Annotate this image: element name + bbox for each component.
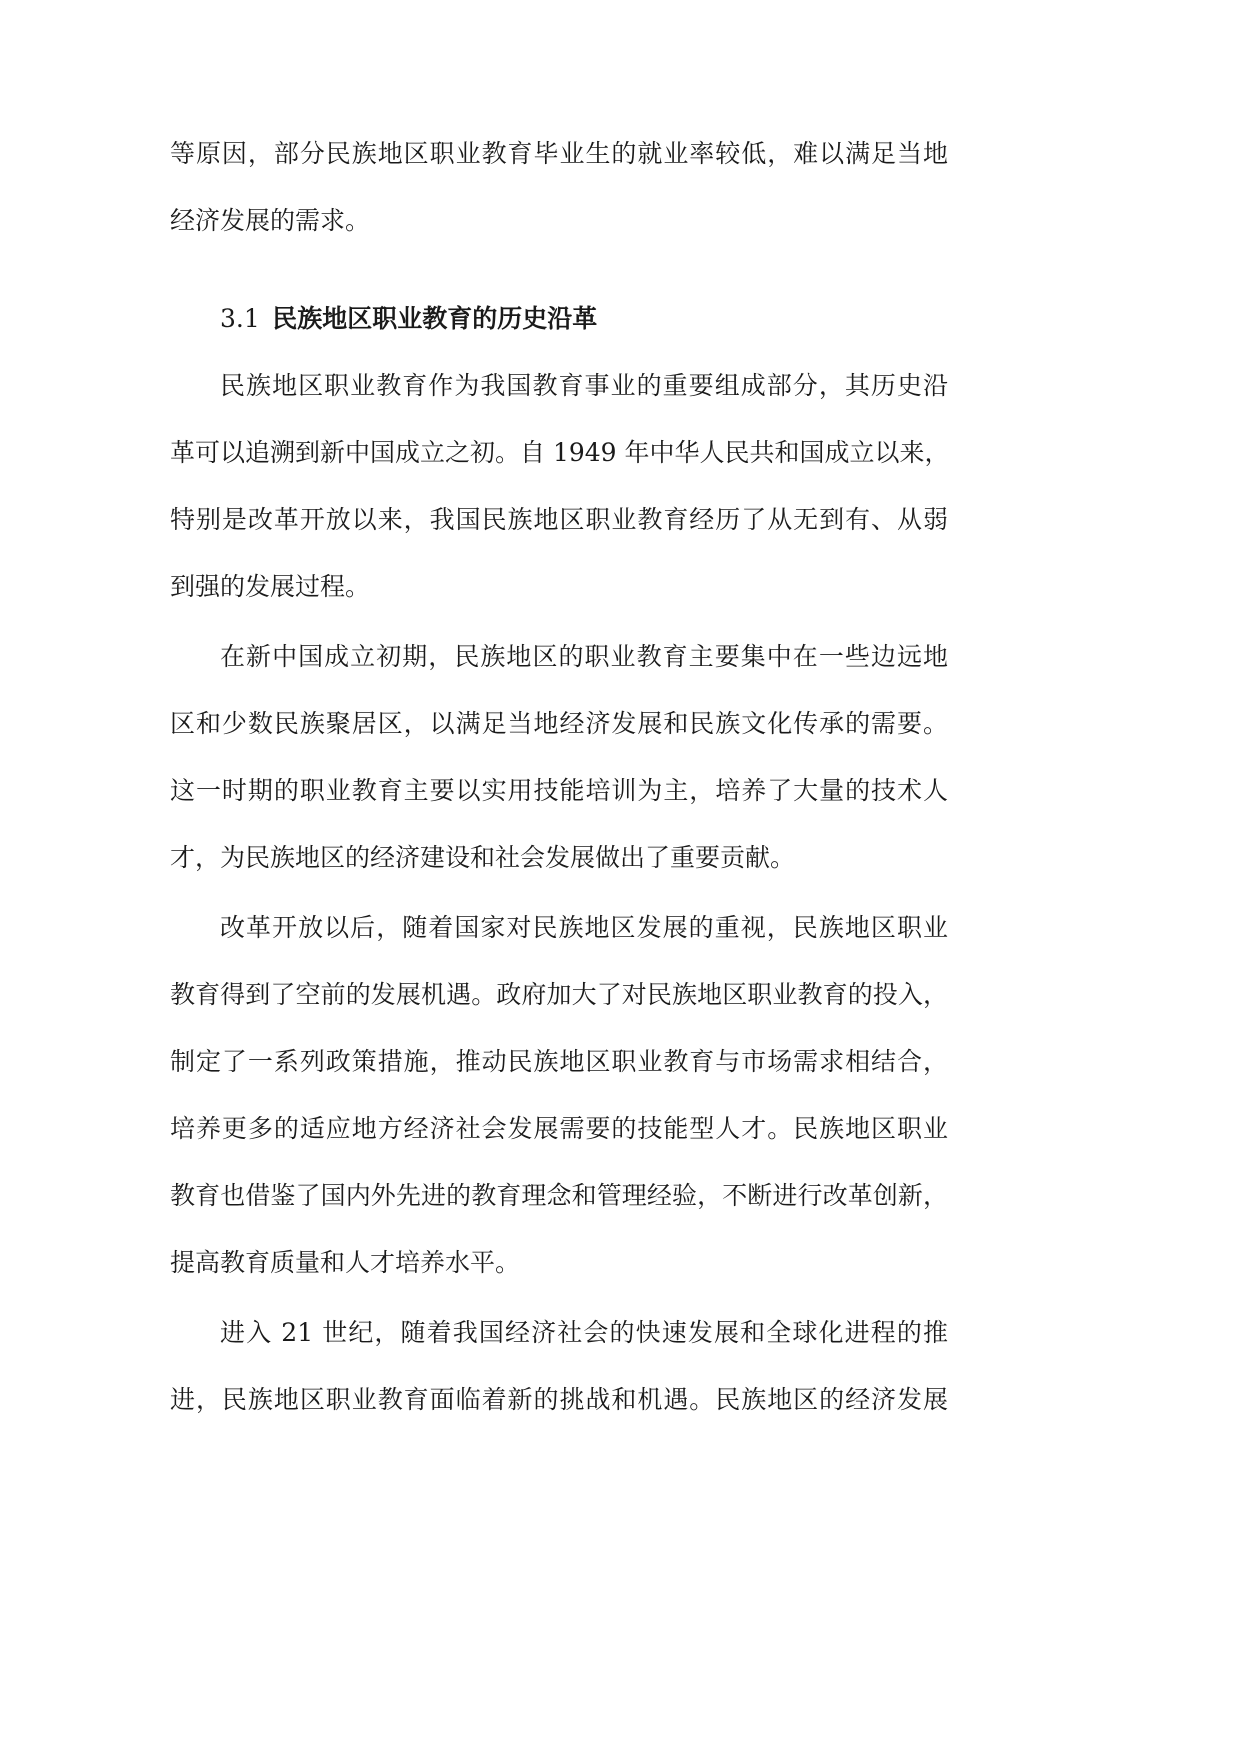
text-line: 特别是改革开放以来，我国民族地区职业教育经历了从无到有、从弱 <box>170 505 948 534</box>
text-line: 区和少数民族聚居区，以满足当地经济发展和民族文化传承的需要。 <box>170 709 948 738</box>
text-line: 进入 21 世纪，随着我国经济社会的快速发展和全球化进程的推 <box>220 1318 948 1347</box>
section-title: 民族地区职业教育的历史沿革 <box>272 304 598 333</box>
text-line: 进，民族地区职业教育面临着新的挑战和机遇。民族地区的经济发展 <box>170 1385 948 1414</box>
text-line: 培养更多的适应地方经济社会发展需要的技能型人才。民族地区职业 <box>170 1114 948 1143</box>
text-line: 这一时期的职业教育主要以实用技能培训为主，培养了大量的技术人 <box>170 776 948 805</box>
paragraph <box>170 352 948 620</box>
text-line: 教育也借鉴了国内外先进的教育理念和管理经验，不断进行改革创新， <box>170 1181 948 1210</box>
text-line: 到强的发展过程。 <box>170 572 371 601</box>
text-line: 民族地区职业教育作为我国教育事业的重要组成部分，其历史沿 <box>220 371 948 400</box>
text-line: 制定了一系列政策措施，推动民族地区职业教育与市场需求相结合， <box>170 1047 948 1076</box>
text-line: 在新中国成立初期，民族地区的职业教育主要集中在一些边远地 <box>220 642 948 671</box>
text-line: 改革开放以后，随着国家对民族地区发展的重视，民族地区职业 <box>220 913 948 942</box>
document-page <box>170 120 948 1436</box>
text-line: 才，为民族地区的经济建设和社会发展做出了重要贡献。 <box>170 843 796 872</box>
text-line: 等原因，部分民族地区职业教育毕业生的就业率较低，难以满足当地 <box>170 139 948 168</box>
text-line: 教育得到了空前的发展机遇。政府加大了对民族地区职业教育的投入， <box>170 980 948 1009</box>
section-number: 3.1 <box>220 304 260 333</box>
text-line: 提高教育质量和人才培养水平。 <box>170 1248 521 1277</box>
paragraph-continued <box>170 120 948 254</box>
text-line: 革可以追溯到新中国成立之初。自 1949 年中华人民共和国成立以来， <box>170 438 950 467</box>
paragraph <box>170 1299 948 1433</box>
paragraph <box>170 623 948 891</box>
text-line: 经济发展的需求。 <box>170 206 371 235</box>
paragraph <box>170 894 948 1296</box>
section-heading <box>170 285 948 352</box>
